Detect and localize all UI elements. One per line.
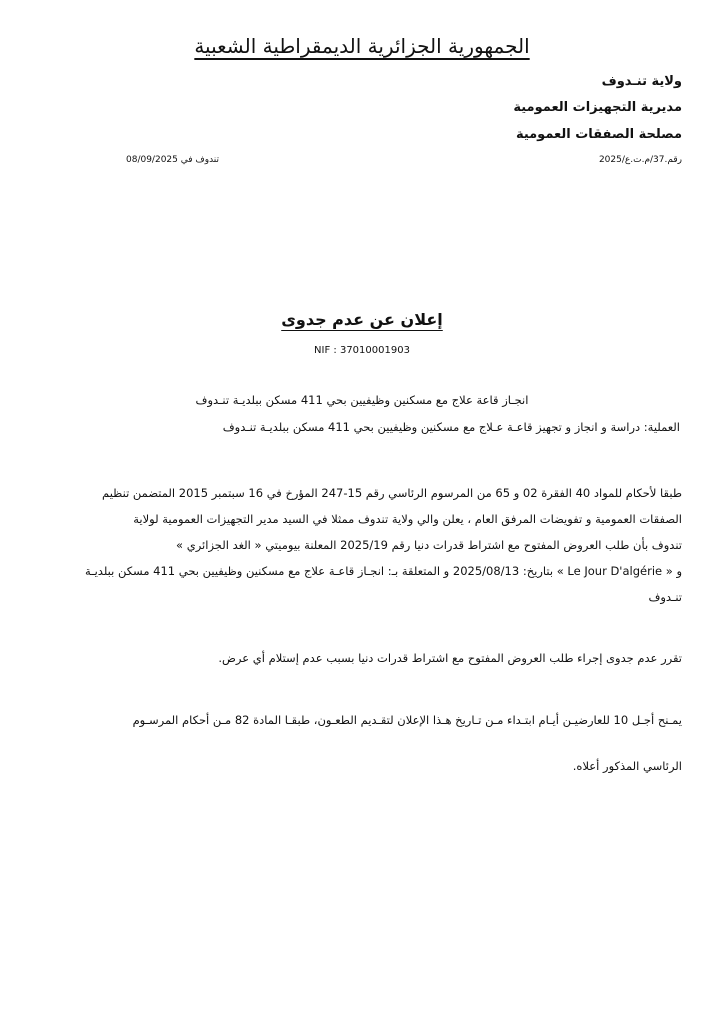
operation-line: العملية: دراسة و انجاز و تجهيز قاعـة عـلاج مع مسكنين وظيفيين بحي 411 مسكن ببلديـة تنـدوف [222, 420, 680, 434]
paragraph-line: يمـنح أجـل 10 للعارضيـن أيـام ابتـداء مـن تـاريخ هـذا الإعلان لتقـديم الطعـون، طبقـا المادة 82 مـن أحكام المرسـوم [132, 713, 682, 727]
paragraph-line: و « Le Jour D'algérie » بتاريخ: 2025/08/13 و المتعلقة بـ: انجـاز قاعـة علاج مع مسكنين وظيفيين بحي 411 مسكن ببلديـة [85, 564, 682, 578]
directorate-label: مديرية التجهيزات العمومية [513, 100, 682, 115]
country-heading: الجمهورية الجزائرية الديمقراطية الشعبية [194, 34, 530, 58]
paragraph-line: الصفقات العمومية و تفويضات المرفق العام ، يعلن والي ولاية تندوف ممثلا في السيد مدير التجهيزات العمومية لولاية [133, 512, 682, 526]
nif-number: NIF : 37010001903 [314, 345, 410, 356]
wilaya-label: ولاية تنـدوف [601, 74, 682, 89]
appeal-paragraph [38, 697, 682, 789]
legal-paragraph [38, 480, 682, 610]
decision-statement: تقرر عدم جدوى إجراء طلب العروض المفتوح مع اشتراط قدرات دنيا بسبب عدم إستلام أي عرض. [218, 651, 682, 665]
reference-number: رقم.37/م.ت.ع/2025 [598, 155, 682, 165]
place-date: تندوف في 08/09/2025 [126, 155, 220, 165]
paragraph-line: الرئاسي المذكور أعلاه. [572, 759, 682, 773]
notice-title: إعلان عن عدم جدوى [281, 310, 443, 329]
paragraph-line: تندوف بأن طلب العروض المفتوح مع اشتراط قدرات دنيا رقم 2025/19 المعلنة بيوميتي « الغد الجزائري » [176, 538, 682, 552]
project-subject: انجـاز قاعة علاج مع مسكنين وظيفيين بحي 411 مسكن ببلديـة تنـدوف [195, 393, 529, 407]
paragraph-line: طبقا لأحكام للمواد 40 الفقرة 02 و 65 من المرسوم الرئاسي رقم 15-247 المؤرخ في 16 سبتمبر 2015 المتضمن تنظيم [102, 486, 682, 500]
paragraph-line: تنـدوف [648, 590, 682, 604]
service-label: مصلحة الصفقات العمومية [515, 127, 682, 142]
